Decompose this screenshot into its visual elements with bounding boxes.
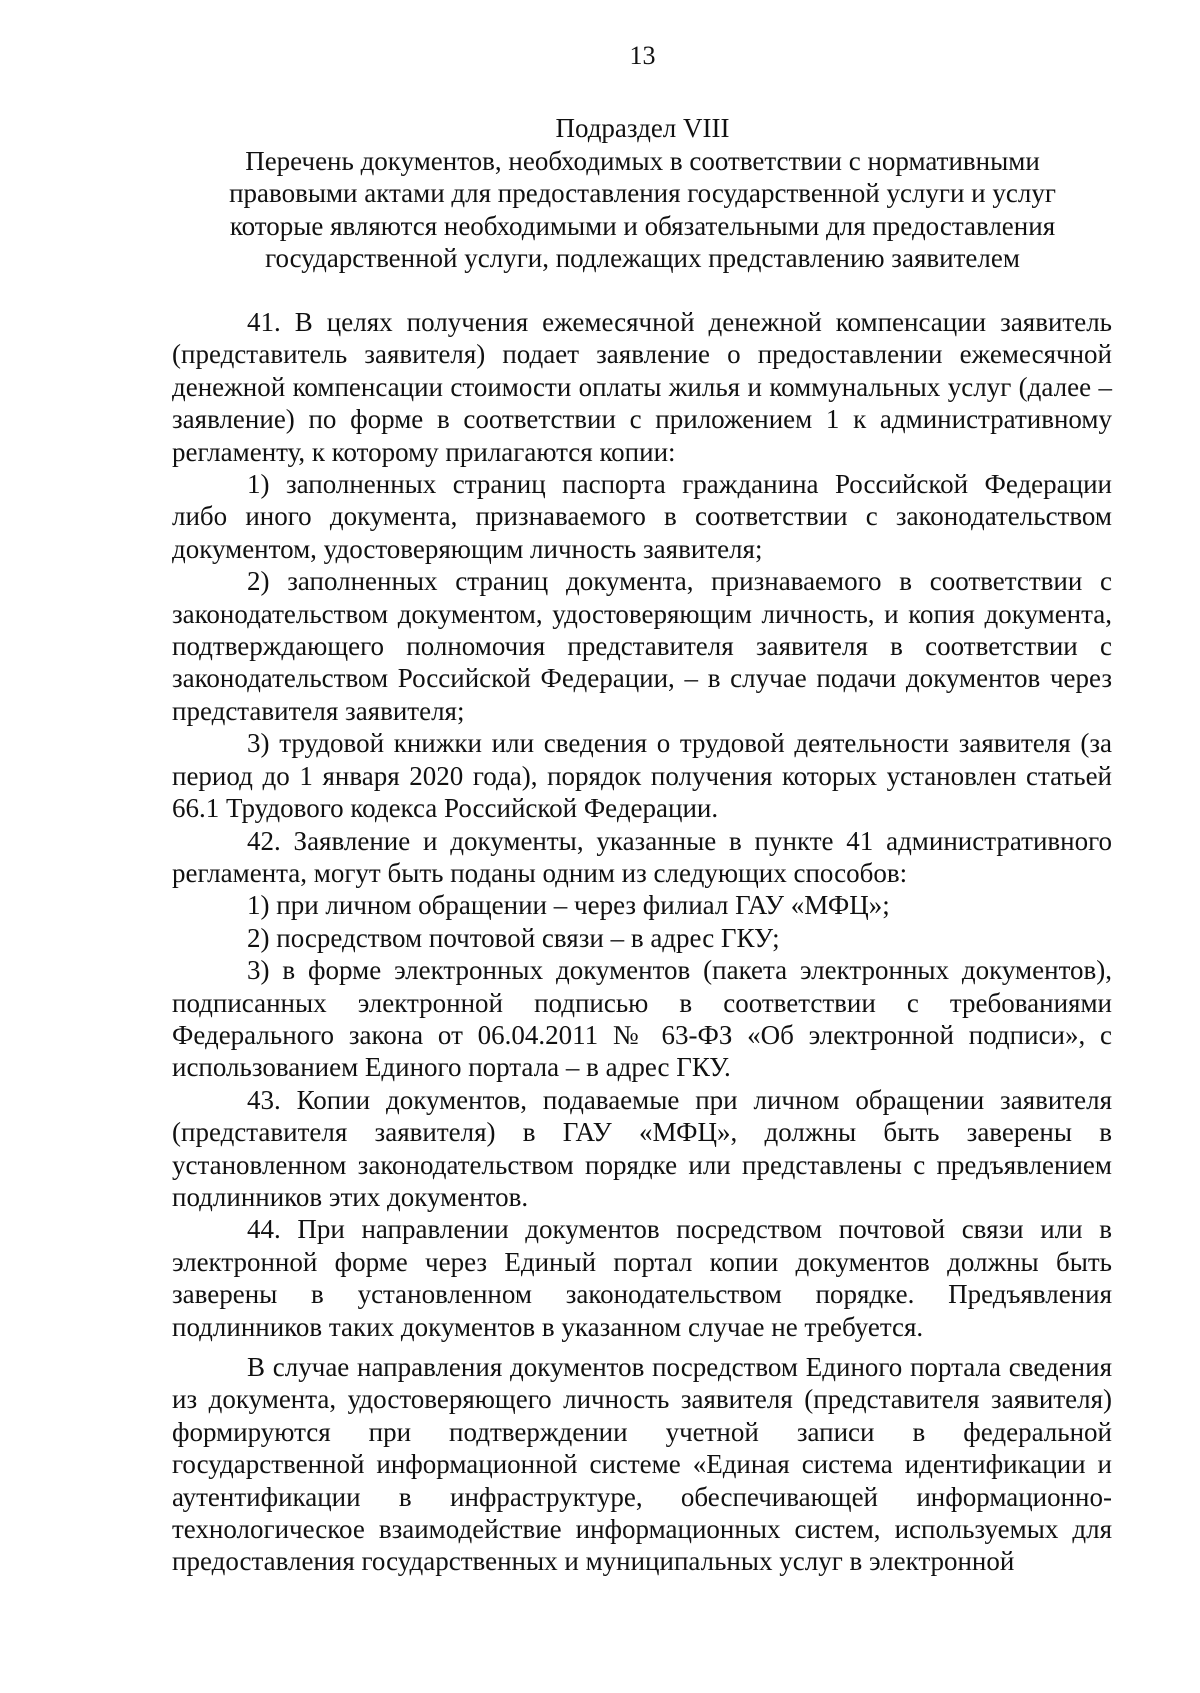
paragraph-gap (172, 1343, 1112, 1351)
list-item-42-3: 3) в форме электронных документов (пакета электронных документов), подписанных электронной подписью в соответствии с требованиями Федерального закона от 06.04.2011 № 63-ФЗ «Об электронной подписи», с использованием Единого портала – в адрес ГКУ. (172, 955, 1112, 1083)
list-item-41-1: 1) заполненных страниц паспорта гражданина Российской Федерации либо иного документа, признаваемого в соответствии с законодательством документом, удостоверяющим личность заявителя; (172, 469, 1112, 564)
paragraph-43: 43. Копии документов, подаваемые при личном обращении заявителя (представителя заявителя) в ГАУ «МФЦ», должны быть заверены в установленном законодательством порядке или представлены с предъявлением подлинников этих документов. (172, 1084, 1112, 1212)
section-title-line: государственной услуги, подлежащих представлению заявителем (265, 243, 1020, 273)
page-number: 13 (629, 41, 656, 70)
section-heading (150, 112, 1135, 275)
list-item-42-2: 2) посредством почтовой связи – в адрес ГКУ; (247, 922, 780, 953)
list-item-41-2: 2) заполненных страниц документа, признаваемого в соответствии с законодательством документом, удостоверяющим личность, и копия документа, подтверждающего полномочия представителя заявителя в соответствии с законодательством Российской Федерации, – в случае подачи документов через представителя заявителя; (172, 566, 1112, 726)
section-title-line: правовыми актами для предоставления государственной услуги и услуг (229, 178, 1056, 208)
section-title-line: которые являются необходимыми и обязательными для предоставления (229, 210, 1056, 241)
paragraph-42: 42. Заявление и документы, указанные в пункте 41 административного регламента, могут быть поданы одним из следующих способов: (172, 825, 1112, 888)
paragraph-41: 41. В целях получения ежемесячной денежной компенсации заявитель (представитель заявителя) подает заявление о предоставлении ежемесячной денежной компенсации стоимости оплаты жилья и коммунальных услуг (далее – заявление) по форме в соответствии с приложением 1 к административному регламенту, к которому прилагаются копии: (172, 307, 1112, 467)
section-label: Подраздел VIII (555, 113, 730, 143)
list-item-42-1: 1) при личном обращении – через филиал ГАУ «МФЦ»; (247, 890, 890, 921)
list-item-41-3: 3) трудовой книжки или сведения о трудовой деятельности заявителя (за период до 1 января 2020 года), порядок получения которых установлен статьей 66.1 Трудового кодекса Российской Федерации. (172, 728, 1112, 824)
paragraph-44: 44. При направлении документов посредством почтовой связи или в электронной форме через Единый портал копии документов должны быть заверены в установленном законодательством порядке. Предъявления подлинников таких документов в указанном случае не требуется. (172, 1214, 1112, 1342)
document-body (172, 306, 1112, 1578)
section-title-line: Перечень документов, необходимых в соответствии с нормативными (245, 145, 1040, 176)
paragraph-portal: В случае направления документов посредством Единого портала сведения из документа, удостоверяющего личность заявителя (представителя заявителя) формируются при подтверждении учетной записи в федеральной государственной информационной системе «Единая система идентификации и аутентификации в инфраструктуре, обеспечивающей информационно-технологическое взаимодействие информационных систем, используемых для предоставления государственных и муниципальных услуг в электронной (172, 1352, 1112, 1577)
